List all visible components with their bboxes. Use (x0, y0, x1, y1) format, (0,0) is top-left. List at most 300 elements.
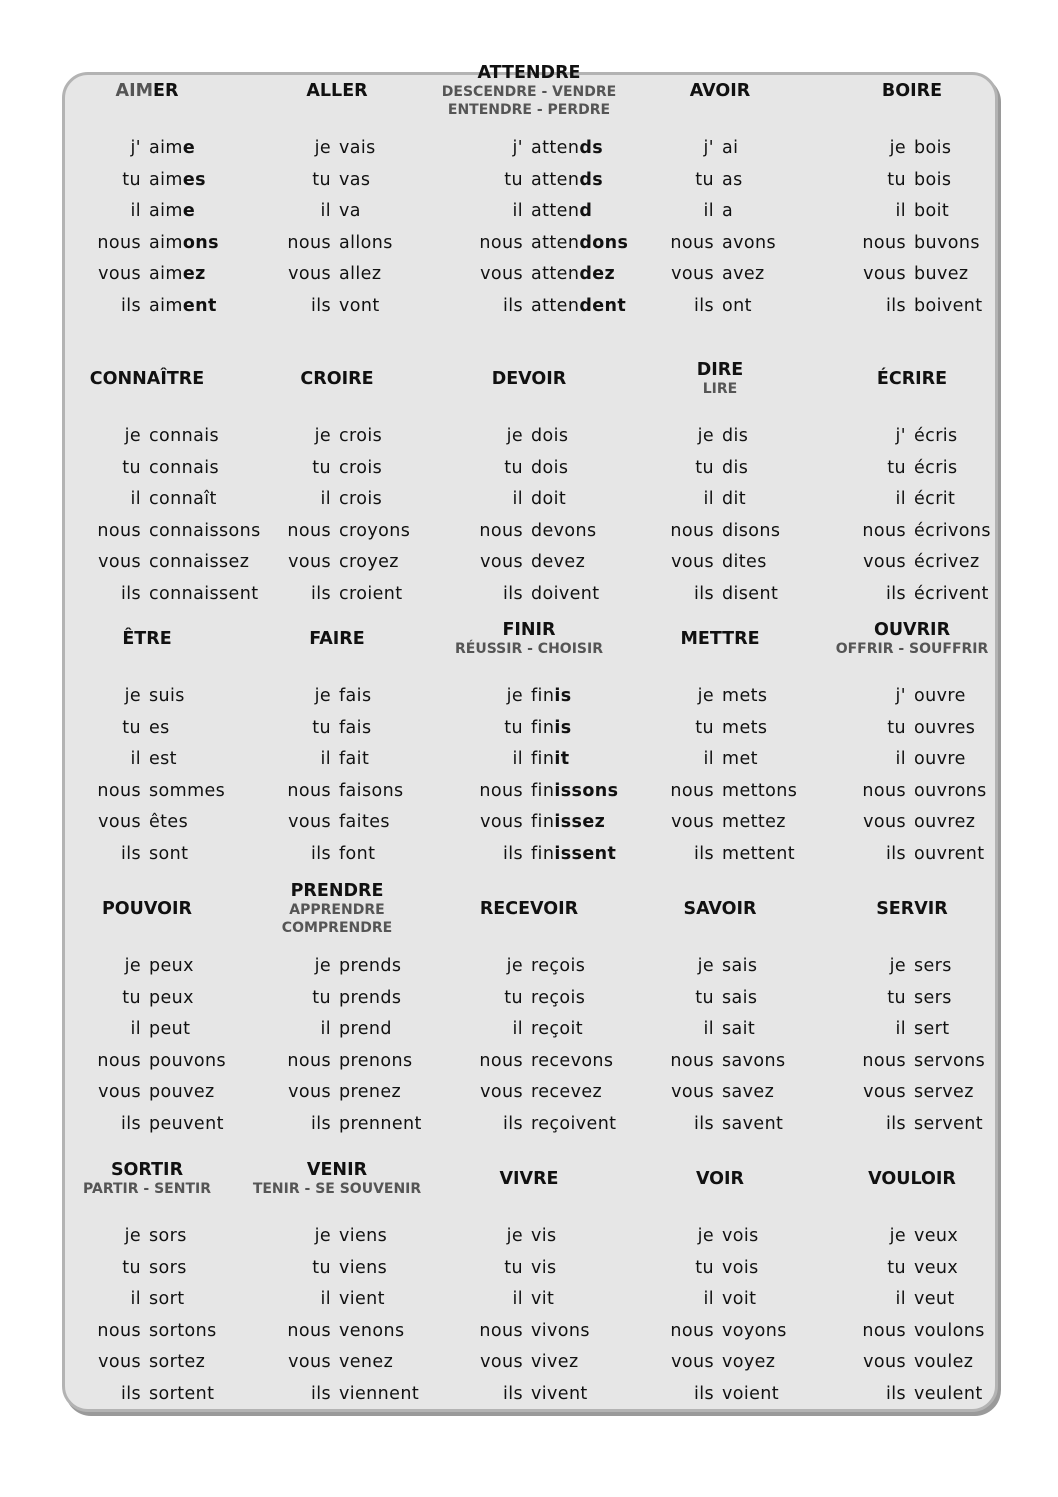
pronoun: il (703, 489, 714, 509)
verb-form: font (339, 843, 376, 864)
verb-form: voyez (722, 1352, 776, 1372)
verb-form: venons (339, 1320, 405, 1341)
pronoun: il (895, 201, 906, 221)
pronoun: ils (502, 843, 523, 864)
verb-form: croyez (339, 552, 399, 572)
pronoun: il (895, 1289, 906, 1309)
conjugation-row (237, 424, 437, 448)
pronoun: tu (695, 169, 714, 190)
verb-stem: atten (531, 232, 580, 253)
verb-form: est (149, 749, 177, 769)
verb-stem: aim (149, 138, 183, 158)
verb-header (47, 1151, 247, 1207)
pronoun: nous (862, 1050, 906, 1071)
conjugation-row (429, 747, 629, 771)
verb-form: venez (339, 1352, 394, 1372)
verb-ending: es (182, 169, 206, 190)
pronoun: vous (98, 1082, 141, 1102)
conjugation-row (237, 199, 437, 223)
verb-form: devons (531, 520, 597, 541)
verb-form: mets (722, 686, 768, 706)
pronoun: nous (862, 1320, 906, 1341)
verb-form: recevons (531, 1050, 614, 1071)
pronoun: ils (310, 295, 331, 316)
conjugation-row (237, 842, 437, 866)
verb-stem: fin (531, 812, 555, 832)
verb-ending: issez (554, 812, 606, 832)
verb-form: connais (149, 426, 220, 446)
pronoun: vous (863, 812, 906, 832)
verb-form: boivent (914, 295, 983, 316)
pronoun: il (130, 201, 141, 221)
pronoun: tu (887, 1257, 906, 1278)
verb-block-être (47, 611, 247, 864)
verb-title: DEVOIR (491, 369, 567, 389)
pronoun: tu (695, 987, 714, 1008)
verb-form: fais (339, 717, 372, 738)
pronoun: vous (863, 552, 906, 572)
pronoun: ils (885, 295, 906, 316)
verb-header (620, 63, 820, 119)
verb-ending: dent (579, 295, 627, 316)
pronoun: vous (863, 264, 906, 284)
pronoun: tu (504, 1257, 523, 1278)
conjugation-row (620, 231, 820, 255)
verb-form: dis (722, 426, 749, 446)
verb-block-pouvoir (47, 881, 247, 1134)
conjugation-row (812, 1350, 1012, 1374)
pronoun: ils (310, 843, 331, 864)
verb-form (149, 136, 195, 160)
verb-form: prends (339, 956, 402, 976)
pronoun: il (320, 201, 331, 221)
conjugation-row (47, 1224, 247, 1248)
similar-verbs: COMPRENDRE (281, 920, 393, 936)
pronoun: j' (512, 138, 523, 158)
conjugation-row (237, 1350, 437, 1374)
pronoun: vous (288, 1352, 331, 1372)
conjugation-row (429, 1112, 629, 1136)
pronoun: il (320, 749, 331, 769)
conjugation-row (47, 231, 247, 255)
verb-form: boit (914, 201, 950, 221)
pronoun: ils (693, 1383, 714, 1404)
verb-form: vivent (531, 1383, 588, 1404)
conjugation-row (620, 136, 820, 160)
conjugation-row (620, 779, 820, 803)
conjugation-row (620, 1287, 820, 1311)
verb-form: ouvrent (914, 843, 985, 864)
pronoun: je (889, 1226, 906, 1246)
verb-block-dire (620, 351, 820, 604)
conjugation-row (429, 1080, 629, 1104)
verb-form: ouvrez (914, 812, 976, 832)
verb-header (812, 63, 1012, 119)
verb-form: met (722, 749, 758, 769)
similar-verbs: LIRE (702, 381, 738, 397)
verb-form (531, 294, 626, 318)
verb-block-mettre (620, 611, 820, 864)
conjugation-row (620, 168, 820, 192)
verb-title: ÊTRE (122, 629, 172, 649)
verb-title: OUVRIR (873, 620, 951, 640)
conjugation-row (429, 1319, 629, 1343)
conjugation-row (620, 582, 820, 606)
conjugation-row (429, 1350, 629, 1374)
conjugation-row (429, 550, 629, 574)
verb-ending: is (554, 717, 572, 738)
verb-form: ouvres (914, 717, 976, 738)
conjugation-row (237, 582, 437, 606)
conjugation-row (237, 262, 437, 286)
verb-title: CONNAÎTRE (89, 369, 205, 389)
verb-form: connais (149, 457, 220, 478)
pronoun: ils (120, 1113, 141, 1134)
conjugation-row (47, 262, 247, 286)
pronoun: je (506, 686, 523, 706)
conjugation-row (429, 684, 629, 708)
verb-form: disons (722, 520, 781, 541)
conjugation-row (429, 954, 629, 978)
verb-block-vivre (429, 1151, 629, 1404)
pronoun: ils (693, 1113, 714, 1134)
verb-form: reçois (531, 987, 586, 1008)
verb-form: mettent (722, 843, 796, 864)
pronoun: il (320, 489, 331, 509)
conjugation-row (429, 779, 629, 803)
verb-form: dis (722, 457, 749, 478)
conjugation-row (812, 519, 1012, 543)
pronoun: je (697, 956, 714, 976)
verb-title: ÉCRIRE (876, 369, 948, 389)
verb-form: viens (339, 1257, 388, 1278)
pronoun: il (895, 749, 906, 769)
pronoun: tu (312, 169, 331, 190)
verb-form (149, 294, 217, 318)
pronoun: il (130, 489, 141, 509)
pronoun: vous (671, 552, 714, 572)
conjugation-row (812, 986, 1012, 1010)
verb-title: POUVOIR (101, 899, 192, 919)
verb-form: crois (339, 426, 383, 446)
verb-form: allons (339, 232, 393, 253)
similar-verbs: OFFRIR - SOUFFRIR (835, 641, 989, 657)
conjugation-row (47, 1017, 247, 1041)
verb-stem: atten (531, 169, 580, 190)
verb-form (531, 168, 603, 192)
verb-header (620, 611, 820, 667)
verb-form: écrivent (914, 583, 989, 604)
pronoun: nous (287, 520, 331, 541)
conjugation-row (812, 456, 1012, 480)
conjugation-row (620, 1382, 820, 1406)
verb-title: FINIR (502, 620, 556, 640)
conjugation-row (237, 294, 437, 318)
conjugation-row (812, 1224, 1012, 1248)
pronoun: ils (502, 1113, 523, 1134)
verb-header (237, 351, 437, 407)
verb-form: bois (914, 138, 952, 158)
pronoun: tu (504, 169, 523, 190)
verb-form: vit (531, 1289, 555, 1309)
pronoun: tu (312, 457, 331, 478)
verb-form (531, 136, 603, 160)
pronoun: j' (895, 426, 906, 446)
conjugation-row (429, 842, 629, 866)
verb-form: veulent (914, 1383, 983, 1404)
conjugation-row (429, 262, 629, 286)
pronoun: tu (312, 987, 331, 1008)
pronoun: nous (670, 232, 714, 253)
verb-form: servons (914, 1050, 986, 1071)
pronoun: tu (887, 717, 906, 738)
verb-form: croyons (339, 520, 411, 541)
verb-block-devoir (429, 351, 629, 604)
verb-form: croient (339, 583, 403, 604)
pronoun: il (130, 1289, 141, 1309)
verb-block-ouvrir (812, 611, 1012, 864)
pronoun: nous (862, 520, 906, 541)
verb-ending: ons (182, 232, 219, 253)
verb-form: sortons (149, 1320, 217, 1341)
pronoun: il (703, 1289, 714, 1309)
verb-form: écris (914, 426, 958, 446)
conjugation-row (812, 550, 1012, 574)
verb-form: vont (339, 295, 380, 316)
verb-form: savez (722, 1082, 775, 1102)
verb-form: va (339, 201, 361, 221)
verb-form (149, 168, 206, 192)
conjugation-row (237, 1080, 437, 1104)
conjugation-row (47, 550, 250, 574)
verb-block-prendre (237, 881, 437, 1134)
pronoun: nous (862, 780, 906, 801)
verb-title: FAIRE (309, 629, 365, 649)
verb-form: reçois (531, 956, 586, 976)
pronoun: je (506, 1226, 523, 1246)
conjugation-row (47, 199, 247, 223)
pronoun: il (895, 489, 906, 509)
verb-title: ALLER (306, 81, 368, 101)
conjugation-row (812, 810, 1012, 834)
verb-title: BOIRE (881, 81, 943, 101)
pronoun: nous (479, 232, 523, 253)
verb-block-vouloir (812, 1151, 1012, 1404)
verb-form: mets (722, 717, 768, 738)
verb-block-sortir (47, 1151, 247, 1404)
verb-form: crois (339, 489, 383, 509)
verb-form: prenons (339, 1050, 413, 1071)
verb-form: sais (722, 987, 758, 1008)
conjugation-row (47, 294, 247, 318)
verb-ending: ds (579, 138, 604, 158)
pronoun: vous (288, 264, 331, 284)
pronoun: tu (504, 987, 523, 1008)
verb-header (429, 63, 629, 119)
verb-form: doivent (531, 583, 600, 604)
conjugation-row (429, 231, 629, 255)
verb-ending: e (182, 201, 196, 221)
pronoun: il (512, 749, 523, 769)
verb-ending: it (554, 749, 570, 769)
pronoun: vous (671, 1352, 714, 1372)
verb-form: écrit (914, 489, 956, 509)
pronoun: nous (97, 780, 141, 801)
conjugation-row (47, 1080, 247, 1104)
verb-form (531, 716, 572, 740)
verb-block-boire (812, 63, 1012, 316)
pronoun: ils (885, 843, 906, 864)
conjugation-row (620, 1017, 820, 1041)
conjugation-row (47, 582, 259, 606)
pronoun: il (703, 749, 714, 769)
pronoun: vous (480, 1352, 523, 1372)
pronoun: vous (671, 264, 714, 284)
pronoun: vous (671, 1082, 714, 1102)
pronoun: nous (670, 1050, 714, 1071)
conjugation-row (620, 456, 820, 480)
verb-header (812, 881, 1012, 937)
verb-form (149, 231, 219, 255)
verb-form: dit (722, 489, 747, 509)
conjugation-row (812, 1382, 1012, 1406)
verb-ending: ent (182, 295, 217, 316)
pronoun: vous (480, 264, 523, 284)
verb-form: pouvez (149, 1082, 215, 1102)
verb-form: dois (531, 426, 569, 446)
pronoun: il (512, 489, 523, 509)
verb-form: veux (914, 1226, 959, 1246)
conjugation-row (620, 1319, 820, 1343)
verb-form: buvons (914, 232, 980, 253)
conjugation-row (429, 487, 629, 511)
conjugation-row (620, 262, 820, 286)
conjugation-row (237, 954, 437, 978)
conjugation-row (47, 456, 247, 480)
conjugation-row (429, 582, 629, 606)
verb-header (237, 63, 437, 119)
pronoun: je (124, 426, 141, 446)
conjugation-row (620, 424, 820, 448)
pronoun: je (697, 686, 714, 706)
conjugation-row (429, 986, 629, 1010)
verb-stem: aim (149, 201, 183, 221)
conjugation-row (620, 487, 820, 511)
verb-form: voyons (722, 1320, 787, 1341)
pronoun: vous (288, 1082, 331, 1102)
pronoun: ils (310, 1383, 331, 1404)
pronoun: vous (288, 812, 331, 832)
pronoun: vous (480, 552, 523, 572)
pronoun: ils (885, 583, 906, 604)
verb-form (531, 684, 572, 708)
conjugation-row (429, 294, 629, 318)
conjugation-row (812, 842, 1012, 866)
conjugation-row (429, 1256, 629, 1280)
conjugation-row (429, 424, 629, 448)
pronoun: il (320, 1289, 331, 1309)
verb-form: a (722, 201, 734, 221)
conjugation-row (47, 716, 247, 740)
verb-title: RECEVOIR (479, 899, 579, 919)
conjugation-row (812, 779, 1012, 803)
verb-header (429, 1151, 629, 1207)
pronoun: nous (670, 780, 714, 801)
verb-title: VENIR (306, 1160, 368, 1180)
verb-title: VOULOIR (868, 1169, 956, 1189)
pronoun: tu (312, 1257, 331, 1278)
conjugation-row (47, 684, 247, 708)
verb-block-savoir (620, 881, 820, 1134)
conjugation-row (237, 487, 437, 511)
verb-stem: fin (531, 686, 555, 706)
verb-form: vais (339, 138, 376, 158)
conjugation-row (812, 1112, 1012, 1136)
verb-form: voulez (914, 1352, 974, 1372)
verb-header (620, 351, 820, 407)
verb-stem: fin (531, 843, 555, 864)
conjugation-row (429, 810, 629, 834)
pronoun: nous (97, 232, 141, 253)
conjugation-row (620, 1049, 820, 1073)
conjugation-row (812, 168, 1012, 192)
verb-header (429, 881, 629, 937)
conjugation-row (47, 779, 247, 803)
conjugation-row (812, 582, 1012, 606)
conjugation-row (620, 810, 820, 834)
pronoun: il (895, 1019, 906, 1039)
verb-header (47, 63, 247, 119)
conjugation-row (620, 550, 820, 574)
pronoun: je (889, 138, 906, 158)
conjugation-row (237, 231, 437, 255)
conjugation-row (47, 954, 247, 978)
verb-header (237, 1151, 437, 1207)
verb-form: savons (722, 1050, 786, 1071)
pronoun: tu (122, 987, 141, 1008)
similar-verbs: RÉUSSIR - CHOISIR (455, 641, 603, 657)
pronoun: ils (310, 1113, 331, 1134)
conjugation-row (47, 487, 247, 511)
pronoun: je (697, 426, 714, 446)
verb-form: dois (531, 457, 569, 478)
verb-form: vis (531, 1257, 557, 1278)
pronoun: tu (504, 717, 523, 738)
pronoun: vous (98, 1352, 141, 1372)
pronoun: vous (98, 552, 141, 572)
conjugation-row (47, 136, 247, 160)
conjugation-row (812, 487, 1012, 511)
verb-form (149, 262, 206, 286)
conjugation-row (47, 747, 247, 771)
verb-header (620, 881, 820, 937)
similar-verbs: APPRENDRE (289, 902, 385, 918)
similar-verbs: TENIR - SE SOUVENIR (252, 1181, 422, 1197)
conjugation-row (620, 519, 820, 543)
pronoun: nous (670, 1320, 714, 1341)
verb-form (531, 199, 592, 223)
verb-form (531, 262, 615, 286)
conjugation-row (620, 1256, 820, 1280)
conjugation-row (237, 684, 437, 708)
verb-block-faire (237, 611, 437, 864)
verb-form: vis (531, 1226, 557, 1246)
verb-form: peut (149, 1019, 191, 1039)
conjugation-row (429, 456, 629, 480)
verb-form: peuvent (149, 1113, 224, 1134)
verb-stem: fin (531, 749, 555, 769)
pronoun: nous (479, 1320, 523, 1341)
